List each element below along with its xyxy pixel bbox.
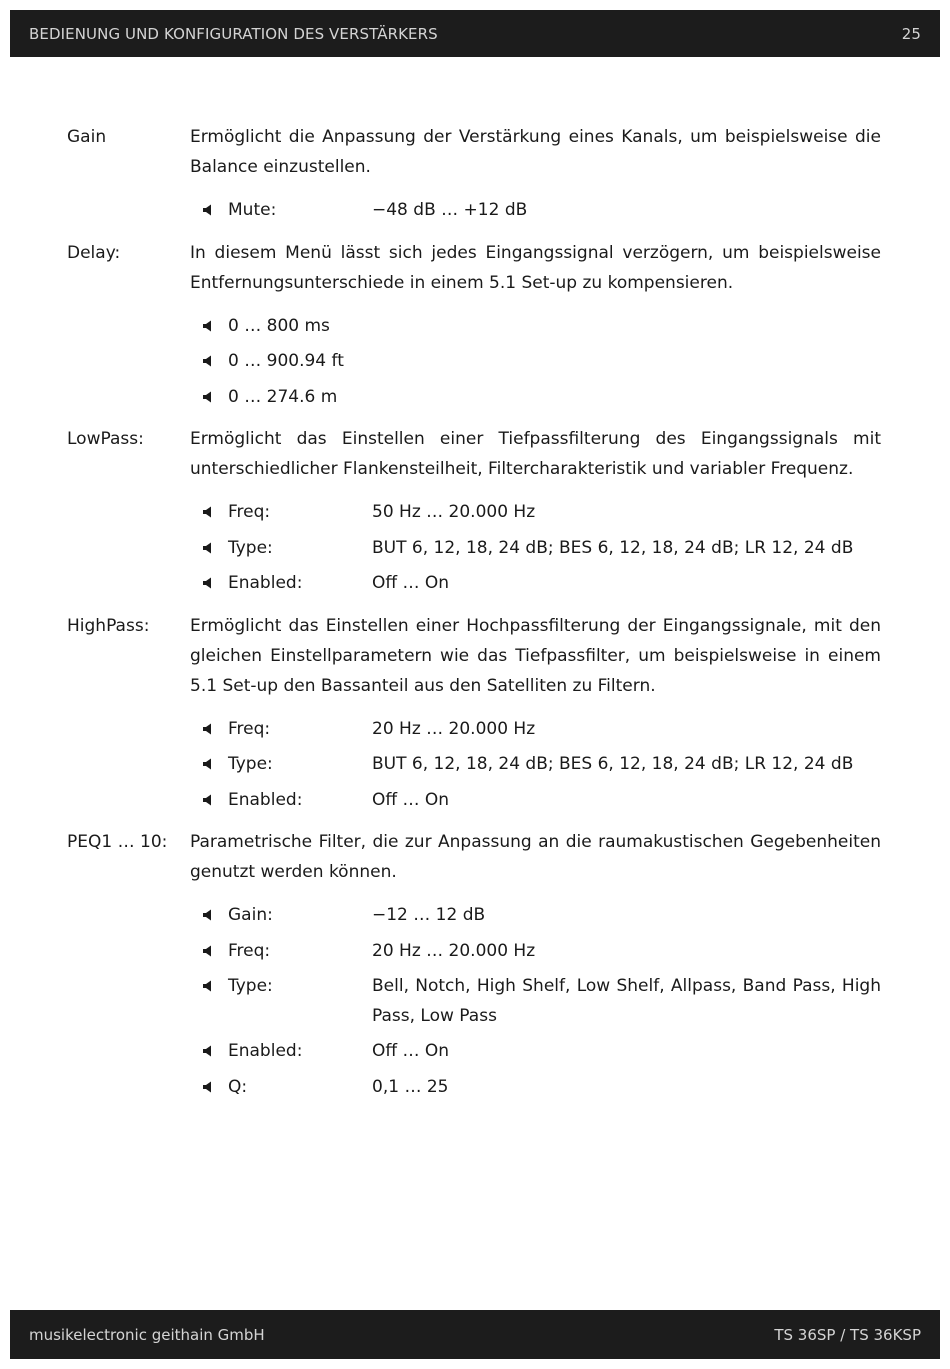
param-item (203, 382, 881, 418)
param-item (203, 195, 881, 231)
speaker-bullet-icon (203, 568, 228, 598)
param-list-delay (190, 311, 881, 418)
speaker-bullet-icon (203, 714, 228, 744)
param-label: Q: (228, 1076, 248, 1097)
term-peq: PEQ1 … 10: (67, 832, 168, 852)
param-value: BUT 6, 12, 18, 24 dB; BES 6, 12, 18, 24 dB; LR 12, 24 dB (372, 754, 854, 774)
definition-peq (190, 827, 881, 1107)
description-highpass: Ermöglicht das Einstellen einer Hochpassfilterung der Eingangssignale, mit den gleichen Einstellparametern wie das Tiefpassfilter, um beispielsweise in einem 5.1 Set-up den Bassanteil aus den Satelliten zu Filtern. (190, 615, 881, 696)
param-value: Bell, Notch, High Shelf, Low Shelf, Allpass, Band Pass, High Pass, Low Pass (372, 976, 881, 1026)
param-label: Enabled: (228, 1041, 303, 1061)
speaker-bullet-icon (203, 533, 228, 563)
section-delay (67, 238, 881, 418)
param-list-peq (190, 900, 881, 1107)
param-value: −48 dB … +12 dB (372, 200, 528, 220)
description-gain: Ermöglicht die Anpassung der Verstärkung eines Kanals, um beispielsweise die Balance einzustellen. (190, 127, 881, 177)
param-item (203, 533, 881, 569)
param-value: 0 … 800 ms (228, 315, 330, 336)
speaker-bullet-icon (203, 1036, 228, 1066)
speaker-bullet-icon (203, 382, 228, 412)
param-value: 50 Hz … 20.000 Hz (372, 502, 536, 522)
param-value: Off … On (372, 1041, 450, 1061)
param-value: BUT 6, 12, 18, 24 dB; BES 6, 12, 18, 24 dB; LR 12, 24 dB (372, 537, 854, 558)
param-label: Freq: (228, 940, 271, 961)
param-value: 0,1 … 25 (372, 1076, 449, 1097)
term-lowpass: LowPass: (67, 429, 144, 449)
main-content (67, 122, 881, 1114)
param-list-lowpass (190, 497, 881, 604)
param-list-gain (190, 195, 881, 231)
speaker-bullet-icon (203, 900, 228, 930)
param-list-highpass (190, 714, 881, 821)
speaker-bullet-icon (203, 1072, 228, 1102)
param-item (203, 346, 881, 382)
param-value: Off … On (372, 573, 450, 593)
param-label: Gain: (228, 905, 273, 925)
description-lowpass: Ermöglicht das Einstellen einer Tiefpassfilterung des Eingangssignals mit unterschiedlicher Flankensteilheit, Filtercharakteristik und variabler Frequenz. (190, 429, 881, 479)
definition-highpass (190, 611, 881, 821)
param-item (203, 785, 881, 821)
section-lowpass (67, 424, 881, 604)
description-peq: Parametrische Filter, die zur Anpassung an die raumakustischen Gegebenheiten genutzt werden können. (190, 832, 881, 882)
param-label: Freq: (228, 718, 271, 739)
company-name: musikelectronic geithain GmbH (29, 1326, 265, 1344)
page-header (10, 10, 940, 57)
speaker-bullet-icon (203, 311, 228, 341)
param-value: Off … On (372, 789, 450, 810)
param-item (203, 714, 881, 750)
param-label: Type: (228, 976, 273, 996)
speaker-bullet-icon (203, 195, 228, 225)
description-delay: In diesem Menü lässt sich jedes Eingangssignal verzögern, um beispielsweise Entfernungsunterschiede in einem 5.1 Set-up zu kompensieren. (190, 242, 881, 293)
param-value: 20 Hz … 20.000 Hz (372, 718, 536, 739)
speaker-bullet-icon (203, 971, 228, 1001)
term-gain: Gain (67, 127, 107, 147)
definition-delay (190, 238, 881, 418)
param-label: Enabled: (228, 573, 303, 593)
param-item (203, 900, 881, 936)
param-value: 0 … 274.6 m (228, 386, 338, 407)
term-delay: Delay: (67, 242, 121, 263)
speaker-bullet-icon (203, 936, 228, 966)
param-value: 0 … 900.94 ft (228, 351, 344, 371)
model-names: TS 36SP / TS 36KSP (774, 1326, 921, 1344)
speaker-bullet-icon (203, 785, 228, 815)
param-label: Freq: (228, 502, 271, 522)
param-item (203, 936, 881, 972)
param-label: Enabled: (228, 789, 303, 810)
page-number: 25 (901, 25, 921, 43)
definition-gain (190, 122, 881, 231)
speaker-bullet-icon (203, 346, 228, 376)
param-item (203, 1036, 881, 1072)
param-value: 20 Hz … 20.000 Hz (372, 940, 536, 961)
chapter-title: BEDIENUNG UND KONFIGURATION DES VERSTÄRKERS (29, 25, 438, 43)
definition-lowpass (190, 424, 881, 604)
page-footer (10, 1310, 940, 1359)
param-value: −12 … 12 dB (372, 905, 486, 925)
param-label: Mute: (228, 200, 277, 220)
param-item (203, 749, 881, 785)
param-item (203, 497, 881, 533)
param-label: Type: (228, 537, 273, 558)
speaker-bullet-icon (203, 497, 228, 527)
param-item (203, 311, 881, 347)
param-label: Type: (228, 754, 273, 774)
param-item (203, 1072, 881, 1108)
term-highpass: HighPass: (67, 615, 150, 636)
section-highpass (67, 611, 881, 821)
section-gain (67, 122, 881, 231)
speaker-bullet-icon (203, 749, 228, 779)
param-item (203, 568, 881, 604)
param-item (203, 971, 881, 1036)
section-peq (67, 827, 881, 1107)
